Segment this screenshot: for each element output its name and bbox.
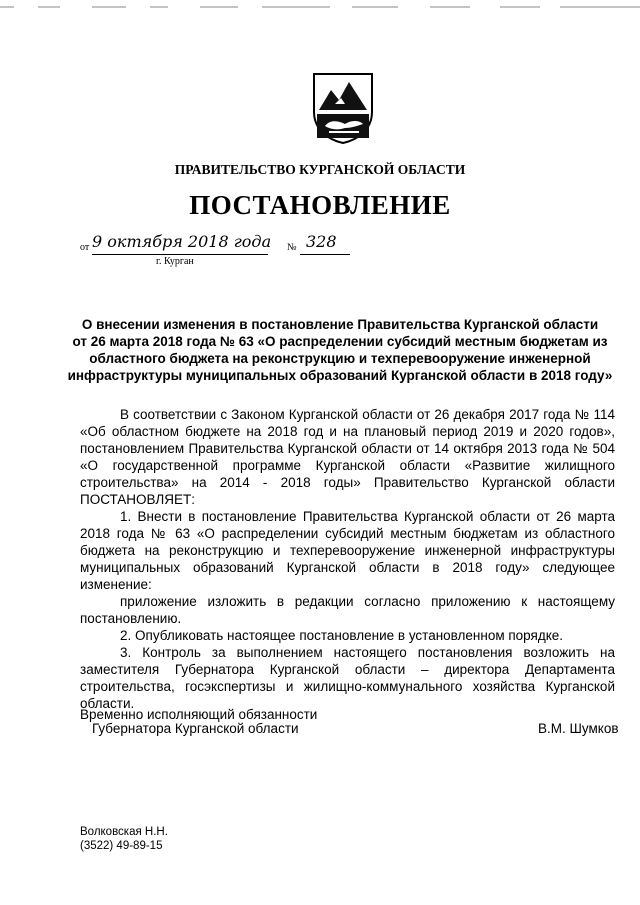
number-label: № [287, 242, 297, 253]
number-underline [300, 254, 350, 255]
item-1-sub-paragraph: приложение изложить в редакции согласно приложению к настоящему постановлению. [80, 594, 615, 626]
executor-name: Волковская Н.Н. [80, 826, 168, 838]
executor-phone: (3522) 49-89-15 [80, 840, 163, 852]
city-label: г. Курган [156, 256, 194, 267]
organization-name: ПРАВИТЕЛЬСТВО КУРГАНСКОЙ ОБЛАСТИ [174, 162, 466, 177]
signatory-position-line-2: Губернатора Курганской области [92, 721, 299, 736]
signatory-name: В.М. Шумков [538, 721, 619, 736]
coat-of-arms-emblem [311, 72, 375, 144]
title-line: областного бюджета на реконструкцию и техперевооружение инженерной [89, 351, 591, 366]
title-line: О внесении изменения в постановление Правительства Курганской области [81, 317, 599, 332]
item-1-paragraph: 1. Внести в постановление Правительства Курганской области от 26 марта 2018 года № 63 «О распределении субсидий местным бюджетам из областного бюджета на реконструкцию и техперевооружение инженерной инфраструктуры муниципальных образований Курганской области в 2018 году» следующее изменение: [80, 509, 615, 592]
title-line: от 26 марта 2018 года № 63 «О распределении субсидий местным бюджетам из [72, 334, 608, 349]
handwritten-number: 328 [306, 232, 337, 251]
item-2-paragraph: 2. Опубликовать настоящее постановление в установленном порядке. [120, 628, 564, 643]
resolution-body [80, 406, 615, 712]
signatory-position-line-1: Временно исполняющий обязанности [80, 707, 318, 722]
date-from-label: от [80, 242, 90, 253]
document-type: ПОСТАНОВЛЕНИЕ [189, 190, 451, 220]
scan-artifact-dashes [0, 6, 640, 8]
preamble-paragraph: В соответствии с Законом Курганской области от 26 декабря 2017 года № 114 «Об областном бюджете на 2018 год и на плановый период 2019 и 2020 годов», постановлением Правительства Курганской области от 14 октября 2013 года № 504 «О государственной программе Курганской области «Развитие жилищного строительства» на 2014 - 2018 годы» Правительство Курганской области ПОСТАНОВЛЯЕТ: [80, 407, 615, 507]
handwritten-date: 9 октября 2018 года [92, 232, 272, 251]
item-3-paragraph: 3. Контроль за выполнением настоящего постановления возложить на заместителя Губернатора Курганской области – директора Департамента строительства, госэкспертизы и жилищно-коммунального хозяйства Курганской области. [80, 645, 615, 711]
title-line: инфраструктуры муниципальных образований Курганской области в 2018 году» [67, 368, 613, 383]
resolution-title [60, 316, 620, 384]
date-underline [92, 254, 268, 255]
